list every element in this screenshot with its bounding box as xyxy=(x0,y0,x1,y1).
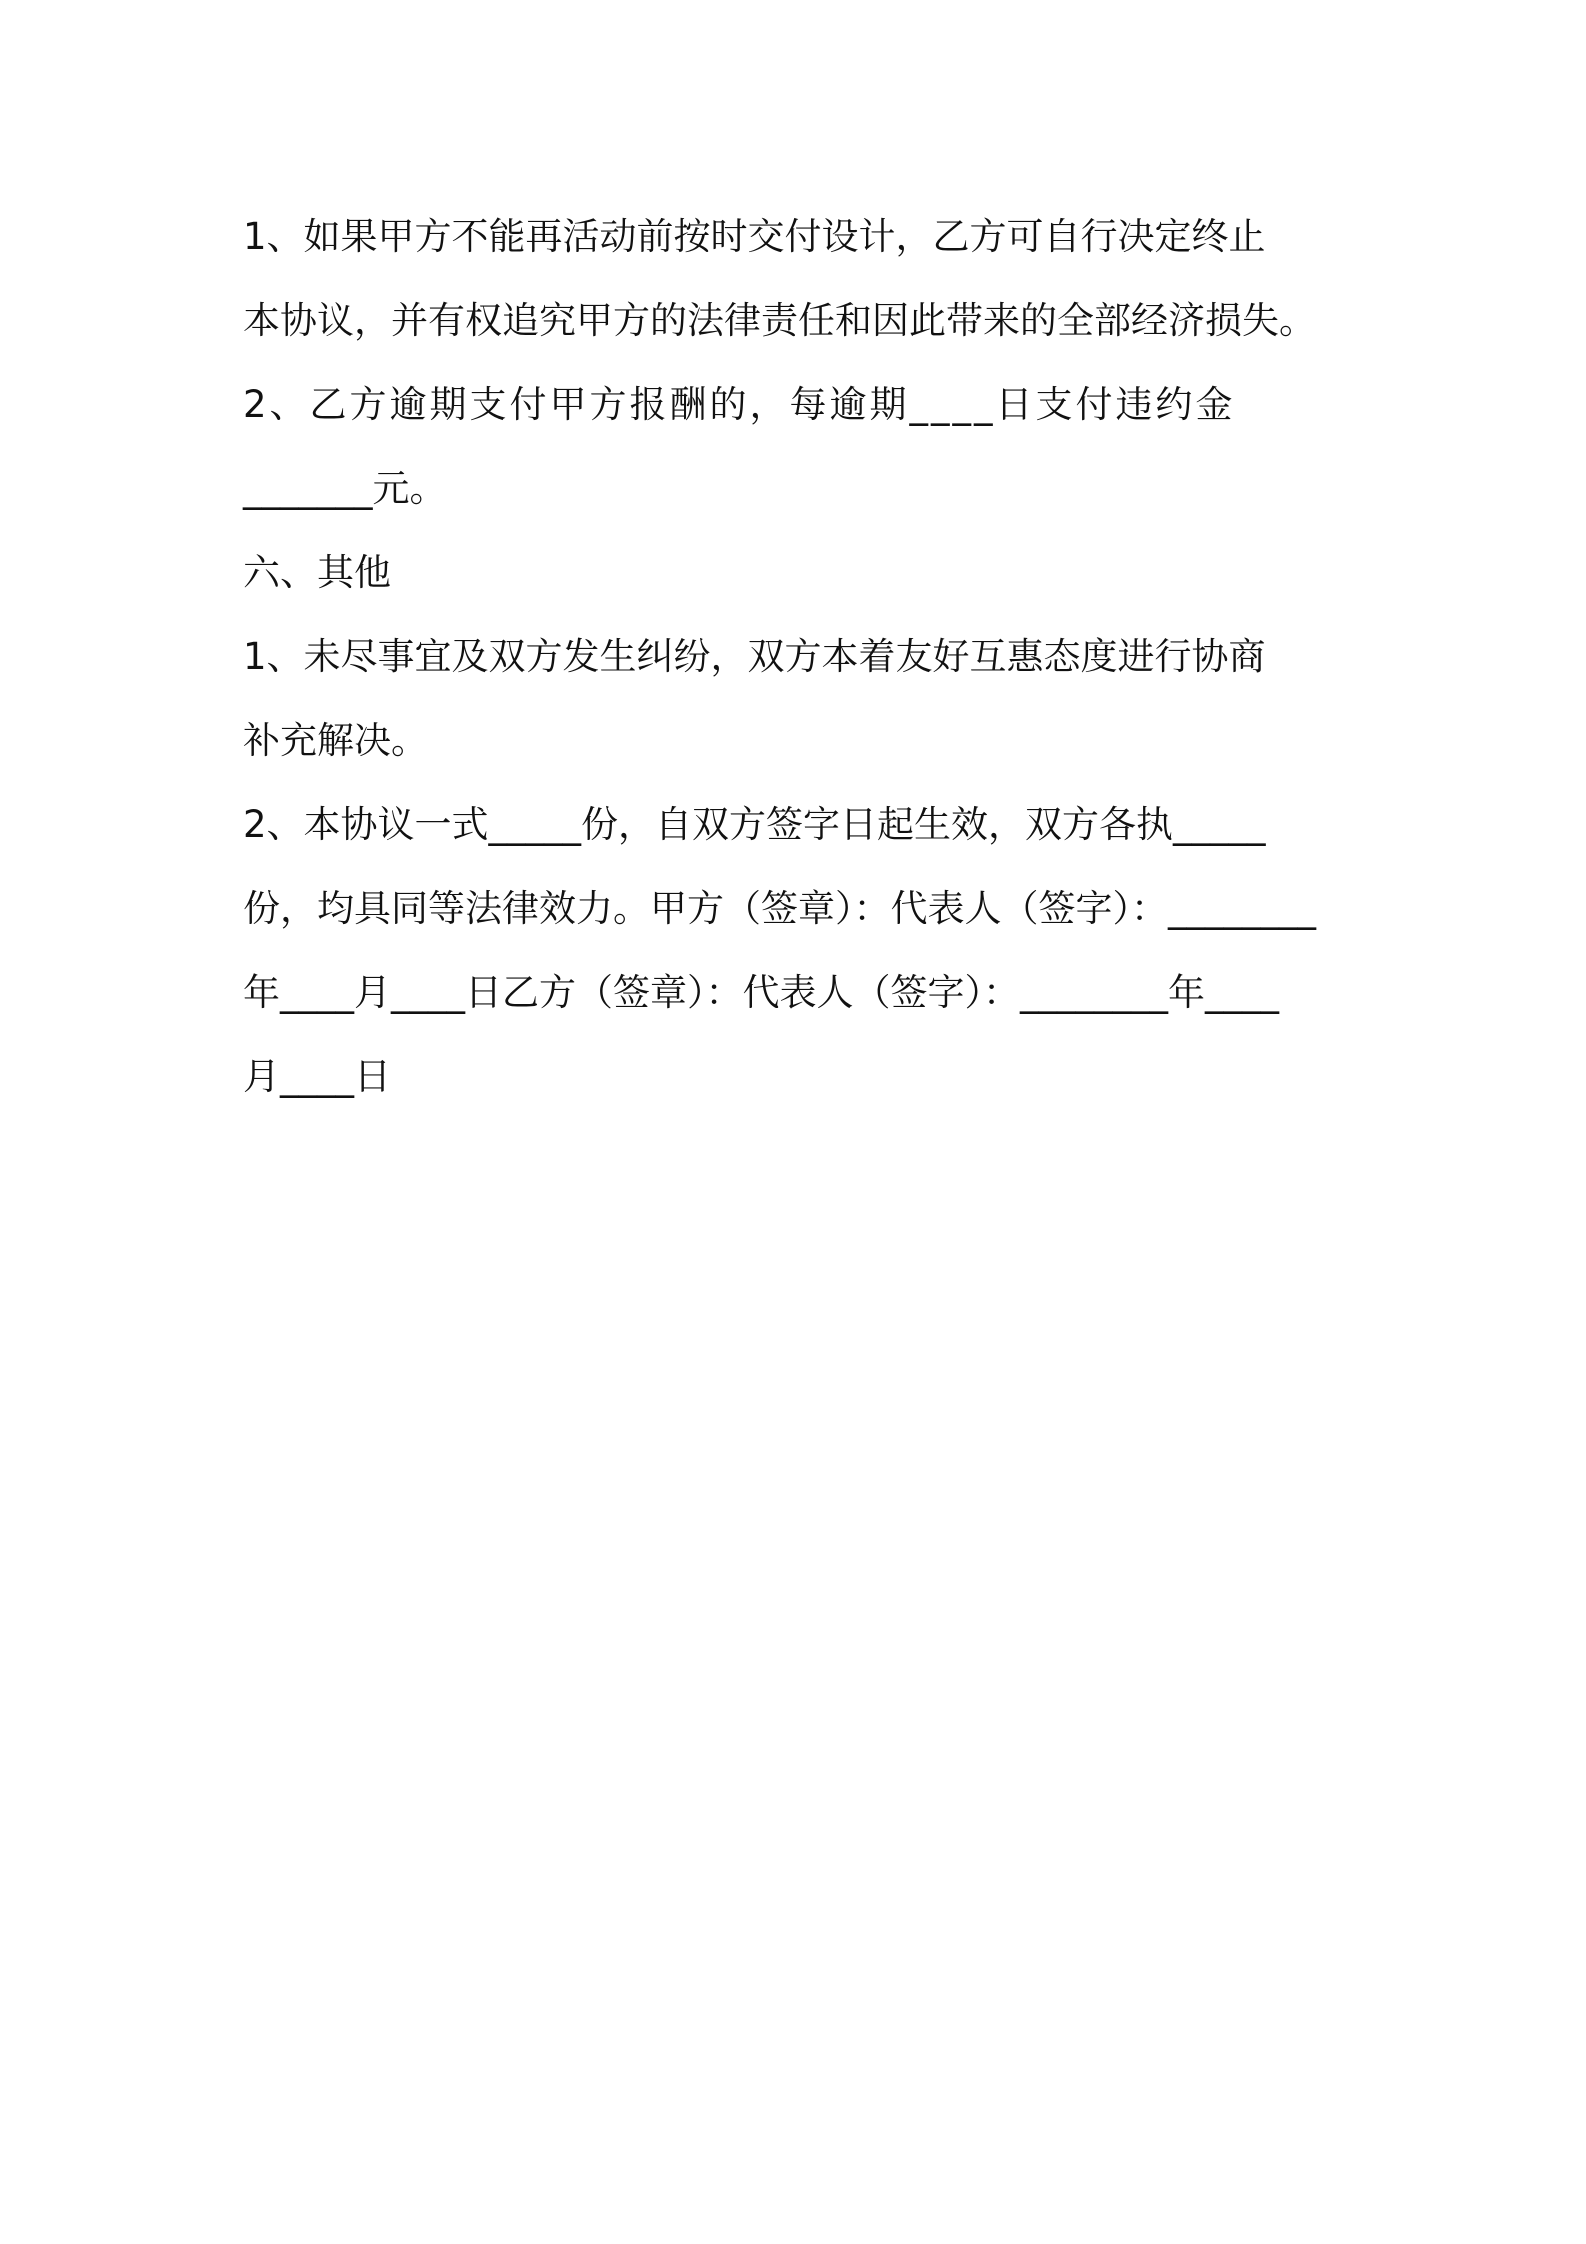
signature-line-1: 年____月____日乙方（签章）：代表人（签字）：________年____ xyxy=(243,971,1279,1014)
other-clause-2-line-1: 2、本协议一式_____份，自双方签字日起生效，双方各执_____ xyxy=(243,803,1266,846)
clause-1-line-2: 本协议，并有权追究甲方的法律责任和因此带来的全部经济损失。 xyxy=(243,299,1316,342)
document-body xyxy=(243,195,1363,1119)
clause-2-line-2: _______元。 xyxy=(243,467,447,510)
other-clause-1-line-1: 1、未尽事宜及双方发生纠纷，双方本着友好互惠态度进行协商 xyxy=(243,635,1266,678)
section-heading-other: 六、其他 xyxy=(243,551,391,594)
clause-2-line-1: 2、乙方逾期支付甲方报酬的，每逾期____日支付违约金 xyxy=(243,383,1236,426)
clause-1-line-1: 1、如果甲方不能再活动前按时交付设计，乙方可自行决定终止 xyxy=(243,215,1266,258)
signature-line-2: 月____日 xyxy=(243,1055,391,1098)
other-clause-1-line-2: 补充解决。 xyxy=(243,719,428,762)
other-clause-2-line-2: 份，均具同等法律效力。甲方（签章）：代表人（签字）：________ xyxy=(243,887,1316,930)
